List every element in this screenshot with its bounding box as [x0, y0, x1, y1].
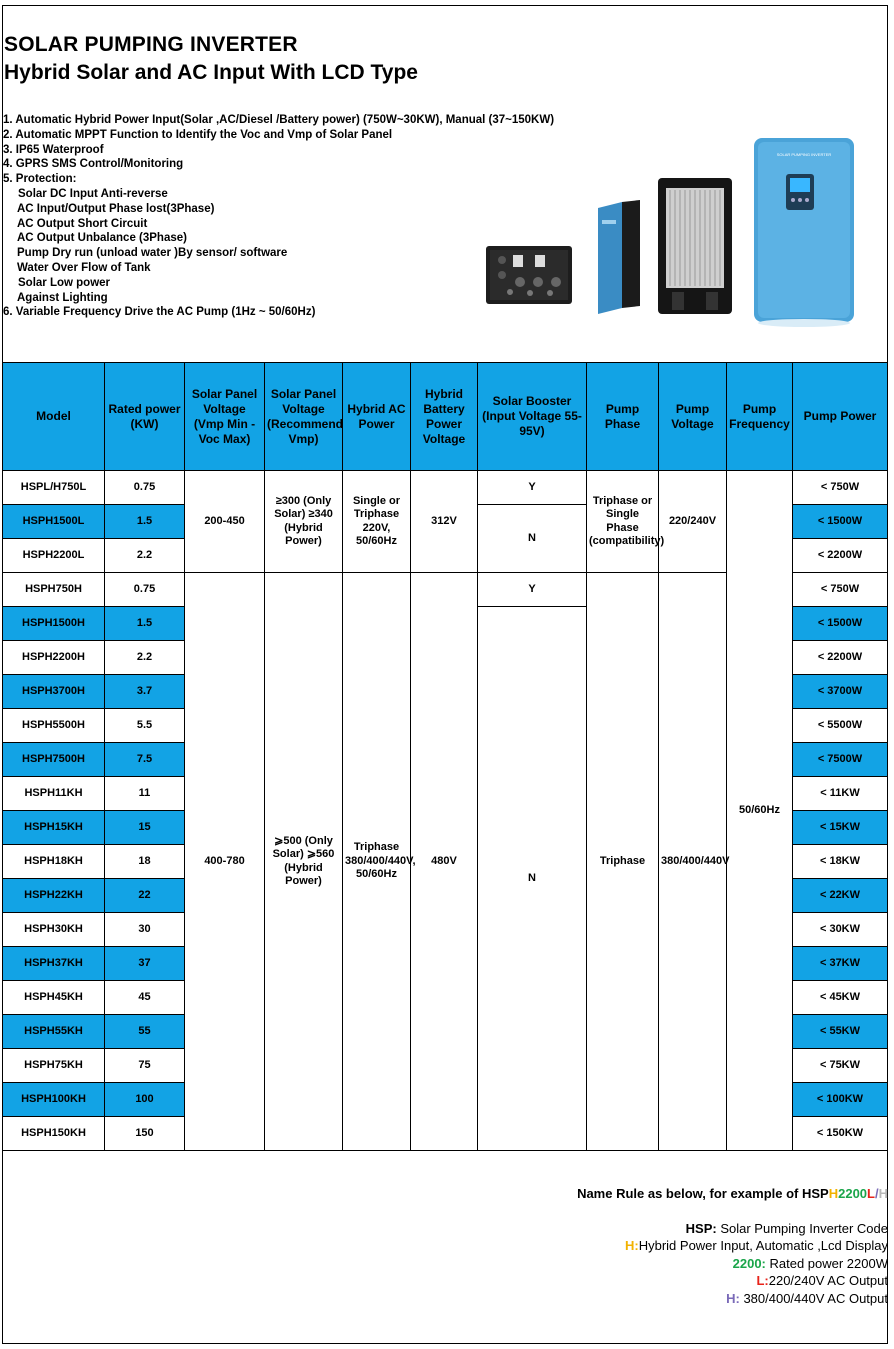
feature-item: 1. Automatic Hybrid Power Input(Solar ,AC/Diesel /Battery power) (750W~30KW), Manual (37~150KW): [3, 114, 555, 126]
name-rule-item: [577, 1290, 888, 1308]
cell-pump-power: < 37KW: [793, 947, 888, 981]
rule-code: L:: [756, 1273, 769, 1288]
feature-item: 2. Automatic MPPT Function to Identify the Voc and Vmp of Solar Panel: [3, 128, 393, 141]
cell-model: HSPH22KH: [3, 879, 105, 913]
cell-pump-power: < 2200W: [793, 539, 888, 573]
header-rated-power: Rated power (KW): [105, 363, 185, 471]
cell-pump-power: < 5500W: [793, 709, 888, 743]
protection-item: Against Lighting: [17, 291, 108, 304]
cell-rated: 3.7: [105, 675, 185, 709]
cell-pump-power: < 75KW: [793, 1049, 888, 1083]
example-number: 2200: [838, 1186, 868, 1201]
rule-code: H:: [726, 1290, 740, 1306]
cell-model: HSPH75KH: [3, 1049, 105, 1083]
cell-rated: 2.2: [105, 641, 185, 675]
cell-rated: 2.2: [105, 539, 185, 573]
cell-pump-power: < 1500W: [793, 607, 888, 641]
cell-spv-high: 400-780: [185, 573, 265, 1151]
header-pump-frequency: Pump Frequency: [727, 363, 793, 471]
cell-pump-power: < 55KW: [793, 1015, 888, 1049]
product-photos: [480, 130, 870, 330]
cell-model: HSPH5500H: [3, 709, 105, 743]
cell-pump-power: < 150KW: [793, 1117, 888, 1151]
example-h2: H: [878, 1186, 888, 1201]
inverter-bottom-image: [486, 246, 572, 304]
rule-text: 380/400/440V AC Output: [739, 1290, 888, 1306]
cell-spv-low: 200-450: [185, 471, 265, 573]
header-model: Model: [3, 363, 105, 471]
cell-pump-power: < 30KW: [793, 913, 888, 947]
cell-model: HSPH2200H: [3, 641, 105, 675]
cell-rated: 5.5: [105, 709, 185, 743]
name-rule-item: [577, 1272, 888, 1290]
cell-model: HSPH30KH: [3, 913, 105, 947]
cell-model: HSPH15KH: [3, 811, 105, 845]
header-pump-phase: Pump Phase: [587, 363, 659, 471]
protection-item: AC Output Short Circuit: [17, 217, 148, 230]
table-row: [3, 471, 888, 505]
cell-pump-power: < 2200W: [793, 641, 888, 675]
feature-item: 5. Protection:: [3, 173, 77, 186]
cell-rated: 22: [105, 879, 185, 913]
cell-rated: 37: [105, 947, 185, 981]
cell-phase-high: Triphase: [587, 573, 659, 1151]
feature-item: 4. GPRS SMS Control/Monitoring: [3, 158, 184, 171]
cell-model: HSPL/H750L: [3, 471, 105, 505]
protection-item: AC Input/Output Phase lost(3Phase): [17, 202, 215, 215]
inverter-front-image: [754, 138, 854, 327]
rule-code: H:: [625, 1238, 639, 1253]
cell-rated: 0.75: [105, 573, 185, 607]
cell-model: HSPH3700H: [3, 675, 105, 709]
cell-boost-low-n: N: [478, 505, 587, 573]
cell-boost-high-y: Y: [478, 573, 587, 607]
cell-hac-low: Single or Triphase 220V, 50/60Hz: [343, 471, 411, 573]
protection-item: AC Output Unbalance (3Phase): [17, 232, 187, 245]
cell-spr-high: ⩾500 (Only Solar) ⩾560 (Hybrid Power): [265, 573, 343, 1151]
cell-volt-high: 380/400/440V: [659, 573, 727, 1151]
inverter-back-image: [658, 178, 732, 314]
cell-frequency: 50/60Hz: [727, 471, 793, 1151]
cell-model: HSPH11KH: [3, 777, 105, 811]
header-solar-booster: Solar Booster (Input Voltage 55-95V): [478, 363, 587, 471]
cell-model: HSPH37KH: [3, 947, 105, 981]
header-pump-voltage: Pump Voltage: [659, 363, 727, 471]
cell-pump-power: < 18KW: [793, 845, 888, 879]
cell-model: HSPH18KH: [3, 845, 105, 879]
cell-rated: 15: [105, 811, 185, 845]
table-header-row: [3, 363, 888, 471]
rule-text: Solar Pumping Inverter Code: [716, 1220, 888, 1236]
cell-pump-power: < 3700W: [793, 675, 888, 709]
header-solar-voltage-recommended: Solar Panel Voltage (Recommend Vmp): [265, 363, 343, 471]
rule-text: 220/240V AC Output: [768, 1273, 888, 1288]
cell-rated: 11: [105, 777, 185, 811]
name-rule-item: [577, 1255, 888, 1273]
cell-pump-power: < 100KW: [793, 1083, 888, 1117]
cell-model: HSPH150KH: [3, 1117, 105, 1151]
header-pump-power: Pump Power: [793, 363, 888, 471]
cell-model: HSPH7500H: [3, 743, 105, 777]
example-h: H: [828, 1186, 839, 1201]
cell-model: HSPH1500L: [3, 505, 105, 539]
protection-item: Solar DC Input Anti-reverse: [18, 187, 168, 200]
name-rule-item: [577, 1220, 888, 1238]
page-title: SOLAR PUMPING INVERTER: [4, 33, 298, 56]
cell-pump-power: < 750W: [793, 471, 888, 505]
cell-model: HSPH45KH: [3, 981, 105, 1015]
cell-pump-power: < 11KW: [793, 777, 888, 811]
cell-pump-power: < 22KW: [793, 879, 888, 913]
spec-table: [2, 362, 888, 1151]
cell-rated: 18: [105, 845, 185, 879]
name-rule-heading-text: Name Rule as below, for example of HSP: [577, 1186, 829, 1201]
protection-item: Water Over Flow of Tank: [17, 261, 151, 274]
cell-volt-low: 220/240V: [659, 471, 727, 573]
cell-pump-power: < 7500W: [793, 743, 888, 777]
cell-pump-power: < 1500W: [793, 505, 888, 539]
cell-rated: 100: [105, 1083, 185, 1117]
cell-model: HSPH750H: [3, 573, 105, 607]
cell-spr-low: ≥300 (Only Solar) ≥340 (Hybrid Power): [265, 471, 343, 573]
cell-hbat-low: 312V: [411, 471, 478, 573]
name-rule-heading: [577, 1185, 888, 1203]
inverter-side-image: [598, 200, 640, 314]
rule-code: HSP:: [685, 1220, 717, 1236]
feature-item: 6. Variable Frequency Drive the AC Pump (1Hz ~ 50/60Hz): [3, 306, 316, 319]
cell-boost-low-y: Y: [478, 471, 587, 505]
example-slash: /: [874, 1186, 879, 1201]
cell-boost-high-n: N: [478, 607, 587, 1151]
cell-rated: 75: [105, 1049, 185, 1083]
protection-item: Solar Low power: [18, 276, 111, 289]
header-solar-voltage-range: Solar Panel Voltage (Vmp Min - Voc Max): [185, 363, 265, 471]
cell-rated: 0.75: [105, 471, 185, 505]
cell-rated: 30: [105, 913, 185, 947]
rule-text: Rated power 2200W: [765, 1255, 888, 1271]
header-hybrid-ac: Hybrid AC Power: [343, 363, 411, 471]
example-l: L: [867, 1186, 875, 1201]
page-subtitle: Hybrid Solar and AC Input With LCD Type: [4, 61, 418, 84]
cell-model: HSPH2200L: [3, 539, 105, 573]
rule-text: Hybrid Power Input, Automatic ,Lcd Display: [638, 1238, 888, 1253]
name-rule-section: [577, 1185, 888, 1307]
header-hybrid-battery: Hybrid Battery Power Voltage: [411, 363, 478, 471]
cell-rated: 1.5: [105, 607, 185, 641]
cell-model: HSPH1500H: [3, 607, 105, 641]
cell-rated: 45: [105, 981, 185, 1015]
feature-item: 3. IP65 Waterproof: [3, 143, 104, 156]
cell-rated: 150: [105, 1117, 185, 1151]
name-rule-item: [577, 1237, 888, 1255]
cell-hbat-high: 480V: [411, 573, 478, 1151]
cell-pump-power: < 15KW: [793, 811, 888, 845]
cell-model: HSPH55KH: [3, 1015, 105, 1049]
cell-hac-high: Triphase 380/400/440V, 50/60Hz: [343, 573, 411, 1151]
cell-phase-low: Triphase or Single Phase (compatibility): [587, 471, 659, 573]
cell-pump-power: < 45KW: [793, 981, 888, 1015]
cell-rated: 7.5: [105, 743, 185, 777]
protection-item: Pump Dry run (unload water )By sensor/ software: [17, 247, 288, 260]
product-label: SOLAR PUMPING INVERTER: [776, 152, 832, 157]
feature-list: [3, 113, 554, 320]
cell-model: HSPH100KH: [3, 1083, 105, 1117]
cell-pump-power: < 750W: [793, 573, 888, 607]
rule-code: 2200:: [732, 1255, 766, 1271]
cell-rated: 1.5: [105, 505, 185, 539]
cell-rated: 55: [105, 1015, 185, 1049]
